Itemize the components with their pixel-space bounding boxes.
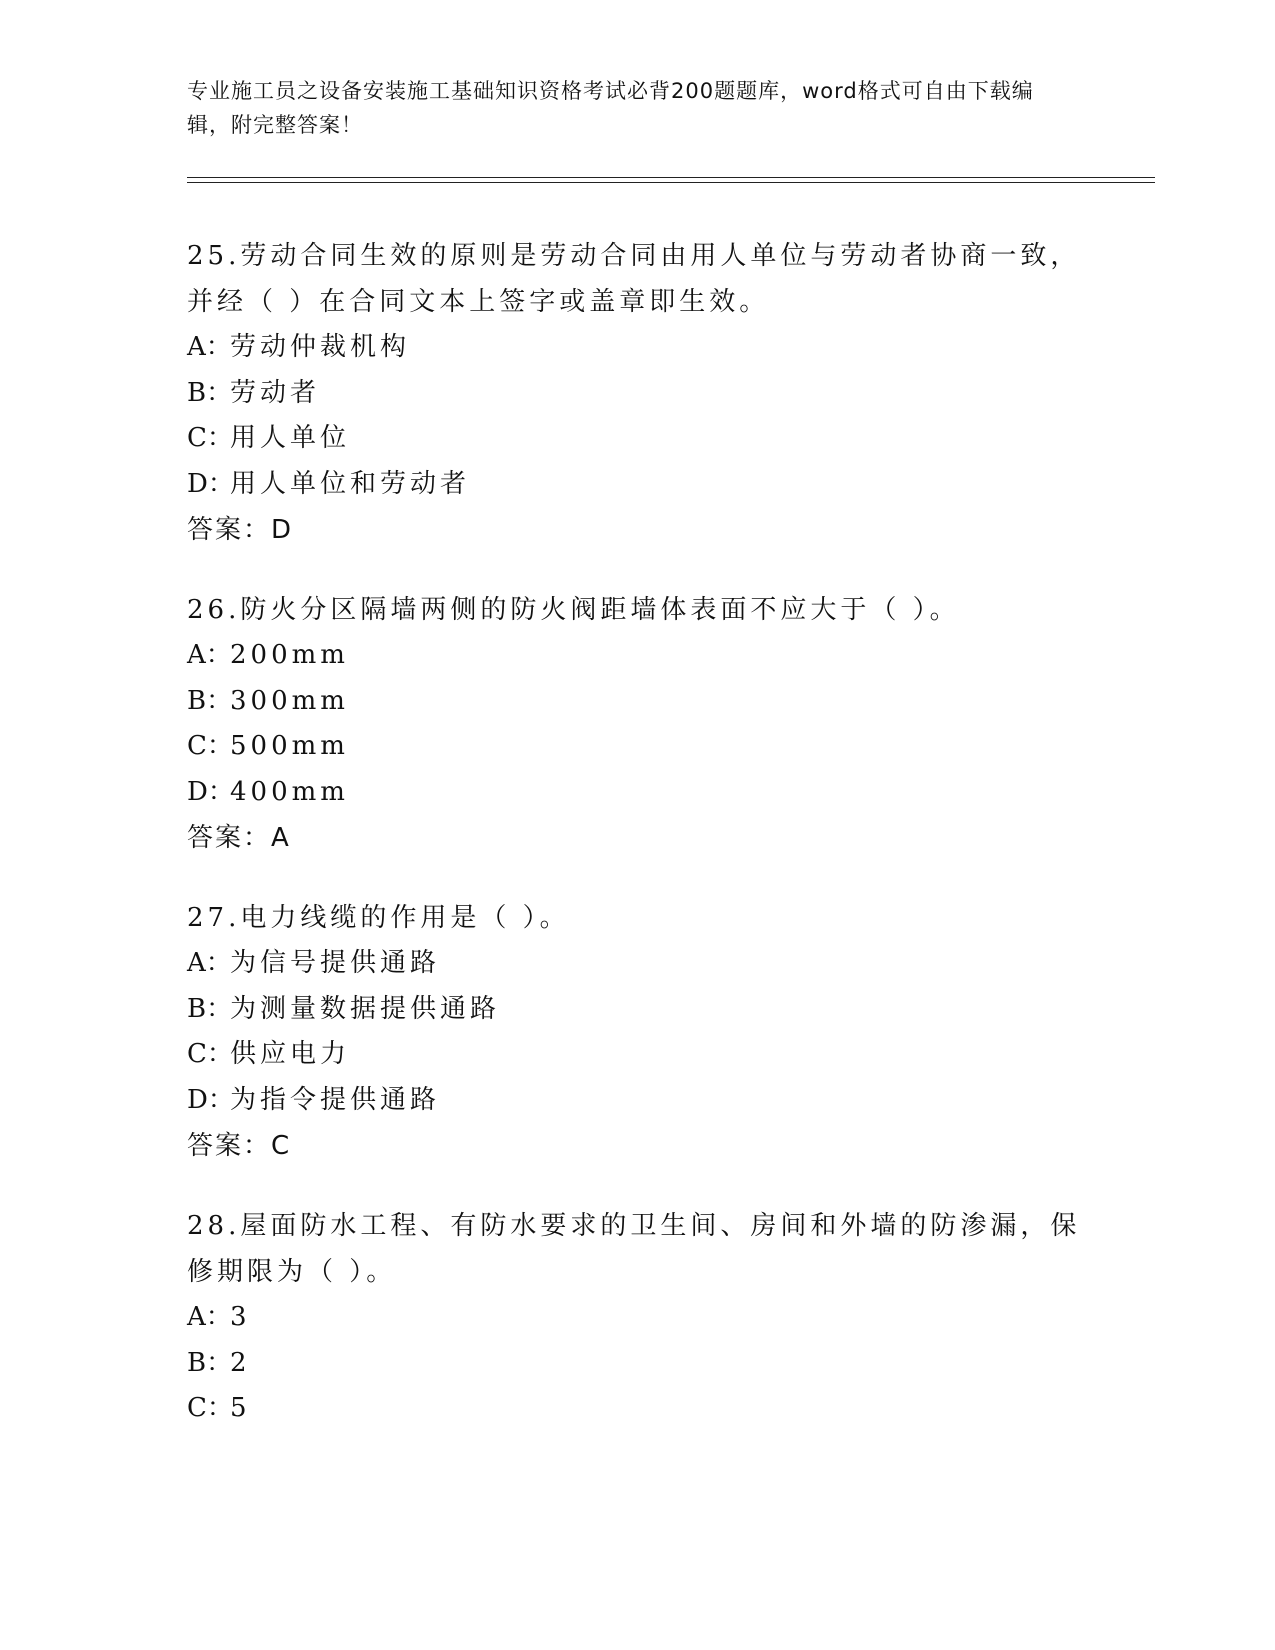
answer-line: 答案：C bbox=[187, 1131, 292, 1161]
option-text: 劳动者 bbox=[230, 377, 321, 408]
option-b bbox=[187, 679, 1087, 725]
option-a bbox=[187, 1295, 1087, 1341]
option-text: 为测量数据提供通路 bbox=[230, 993, 501, 1024]
option-label: B： bbox=[187, 685, 233, 716]
header-divider-bottom bbox=[187, 182, 1155, 183]
option-label: B： bbox=[187, 993, 233, 1024]
option-label: C： bbox=[187, 423, 233, 453]
option-c bbox=[187, 1386, 1087, 1432]
option-label: C： bbox=[187, 1039, 233, 1069]
option-label: A： bbox=[187, 332, 232, 362]
option-d bbox=[187, 462, 1087, 508]
option-text: 用人单位和劳动者 bbox=[230, 468, 471, 499]
option-a bbox=[187, 325, 1087, 371]
option-c bbox=[187, 416, 1087, 462]
option-b bbox=[187, 987, 1087, 1033]
option-c bbox=[187, 1032, 1087, 1078]
option-a bbox=[187, 941, 1087, 987]
document-header: 专业施工员之设备安装施工基础知识资格考试必背200题题库，word格式可自由下载编辑，附完整答案！ bbox=[187, 79, 1034, 137]
option-text: 300mm bbox=[230, 685, 349, 716]
question-25 bbox=[187, 233, 1087, 553]
header-divider-top bbox=[187, 177, 1155, 178]
question-stem: 28.屋面防水工程、有防水要求的卫生间、房间和外墙的防渗漏，保修期限为（ ）。 bbox=[187, 1211, 1081, 1287]
option-label: A： bbox=[187, 640, 232, 670]
question-stem: 26.防火分区隔墙两侧的防火阀距墙体表面不应大于（ ）。 bbox=[187, 595, 960, 625]
option-label: B： bbox=[187, 1347, 233, 1378]
option-d bbox=[187, 1078, 1087, 1124]
option-text: 5 bbox=[230, 1393, 251, 1423]
option-label: D： bbox=[187, 1084, 234, 1115]
option-text: 用人单位 bbox=[230, 423, 351, 453]
question-26 bbox=[187, 587, 1087, 861]
option-text: 为指令提供通路 bbox=[230, 1084, 441, 1115]
option-a bbox=[187, 633, 1087, 679]
question-stem: 25.劳动合同生效的原则是劳动合同由用人单位与劳动者协商一致，并经（ ）在合同文本上签字或盖章即生效。 bbox=[187, 241, 1081, 317]
option-label: D： bbox=[187, 468, 234, 499]
option-label: C： bbox=[187, 731, 233, 761]
option-b bbox=[187, 371, 1087, 417]
option-d bbox=[187, 770, 1087, 816]
option-text: 劳动仲裁机构 bbox=[230, 332, 411, 362]
option-c bbox=[187, 724, 1087, 770]
option-text: 为信号提供通路 bbox=[230, 948, 441, 978]
option-label: B： bbox=[187, 377, 233, 408]
option-text: 500mm bbox=[230, 731, 349, 761]
question-list bbox=[187, 233, 1087, 1466]
option-text: 2 bbox=[230, 1347, 251, 1378]
option-text: 200mm bbox=[230, 640, 349, 670]
question-stem: 27.电力线缆的作用是（ ）。 bbox=[187, 903, 570, 933]
answer-line: 答案：A bbox=[187, 823, 291, 853]
option-label: D： bbox=[187, 776, 234, 807]
option-text: 供应电力 bbox=[230, 1039, 351, 1069]
option-label: A： bbox=[187, 948, 232, 978]
option-b bbox=[187, 1341, 1087, 1387]
answer-line: 答案：D bbox=[187, 515, 294, 545]
option-text: 3 bbox=[230, 1302, 251, 1332]
question-27 bbox=[187, 895, 1087, 1169]
question-28 bbox=[187, 1203, 1087, 1432]
option-text: 400mm bbox=[230, 776, 349, 807]
option-label: A： bbox=[187, 1302, 232, 1332]
option-label: C： bbox=[187, 1393, 233, 1423]
